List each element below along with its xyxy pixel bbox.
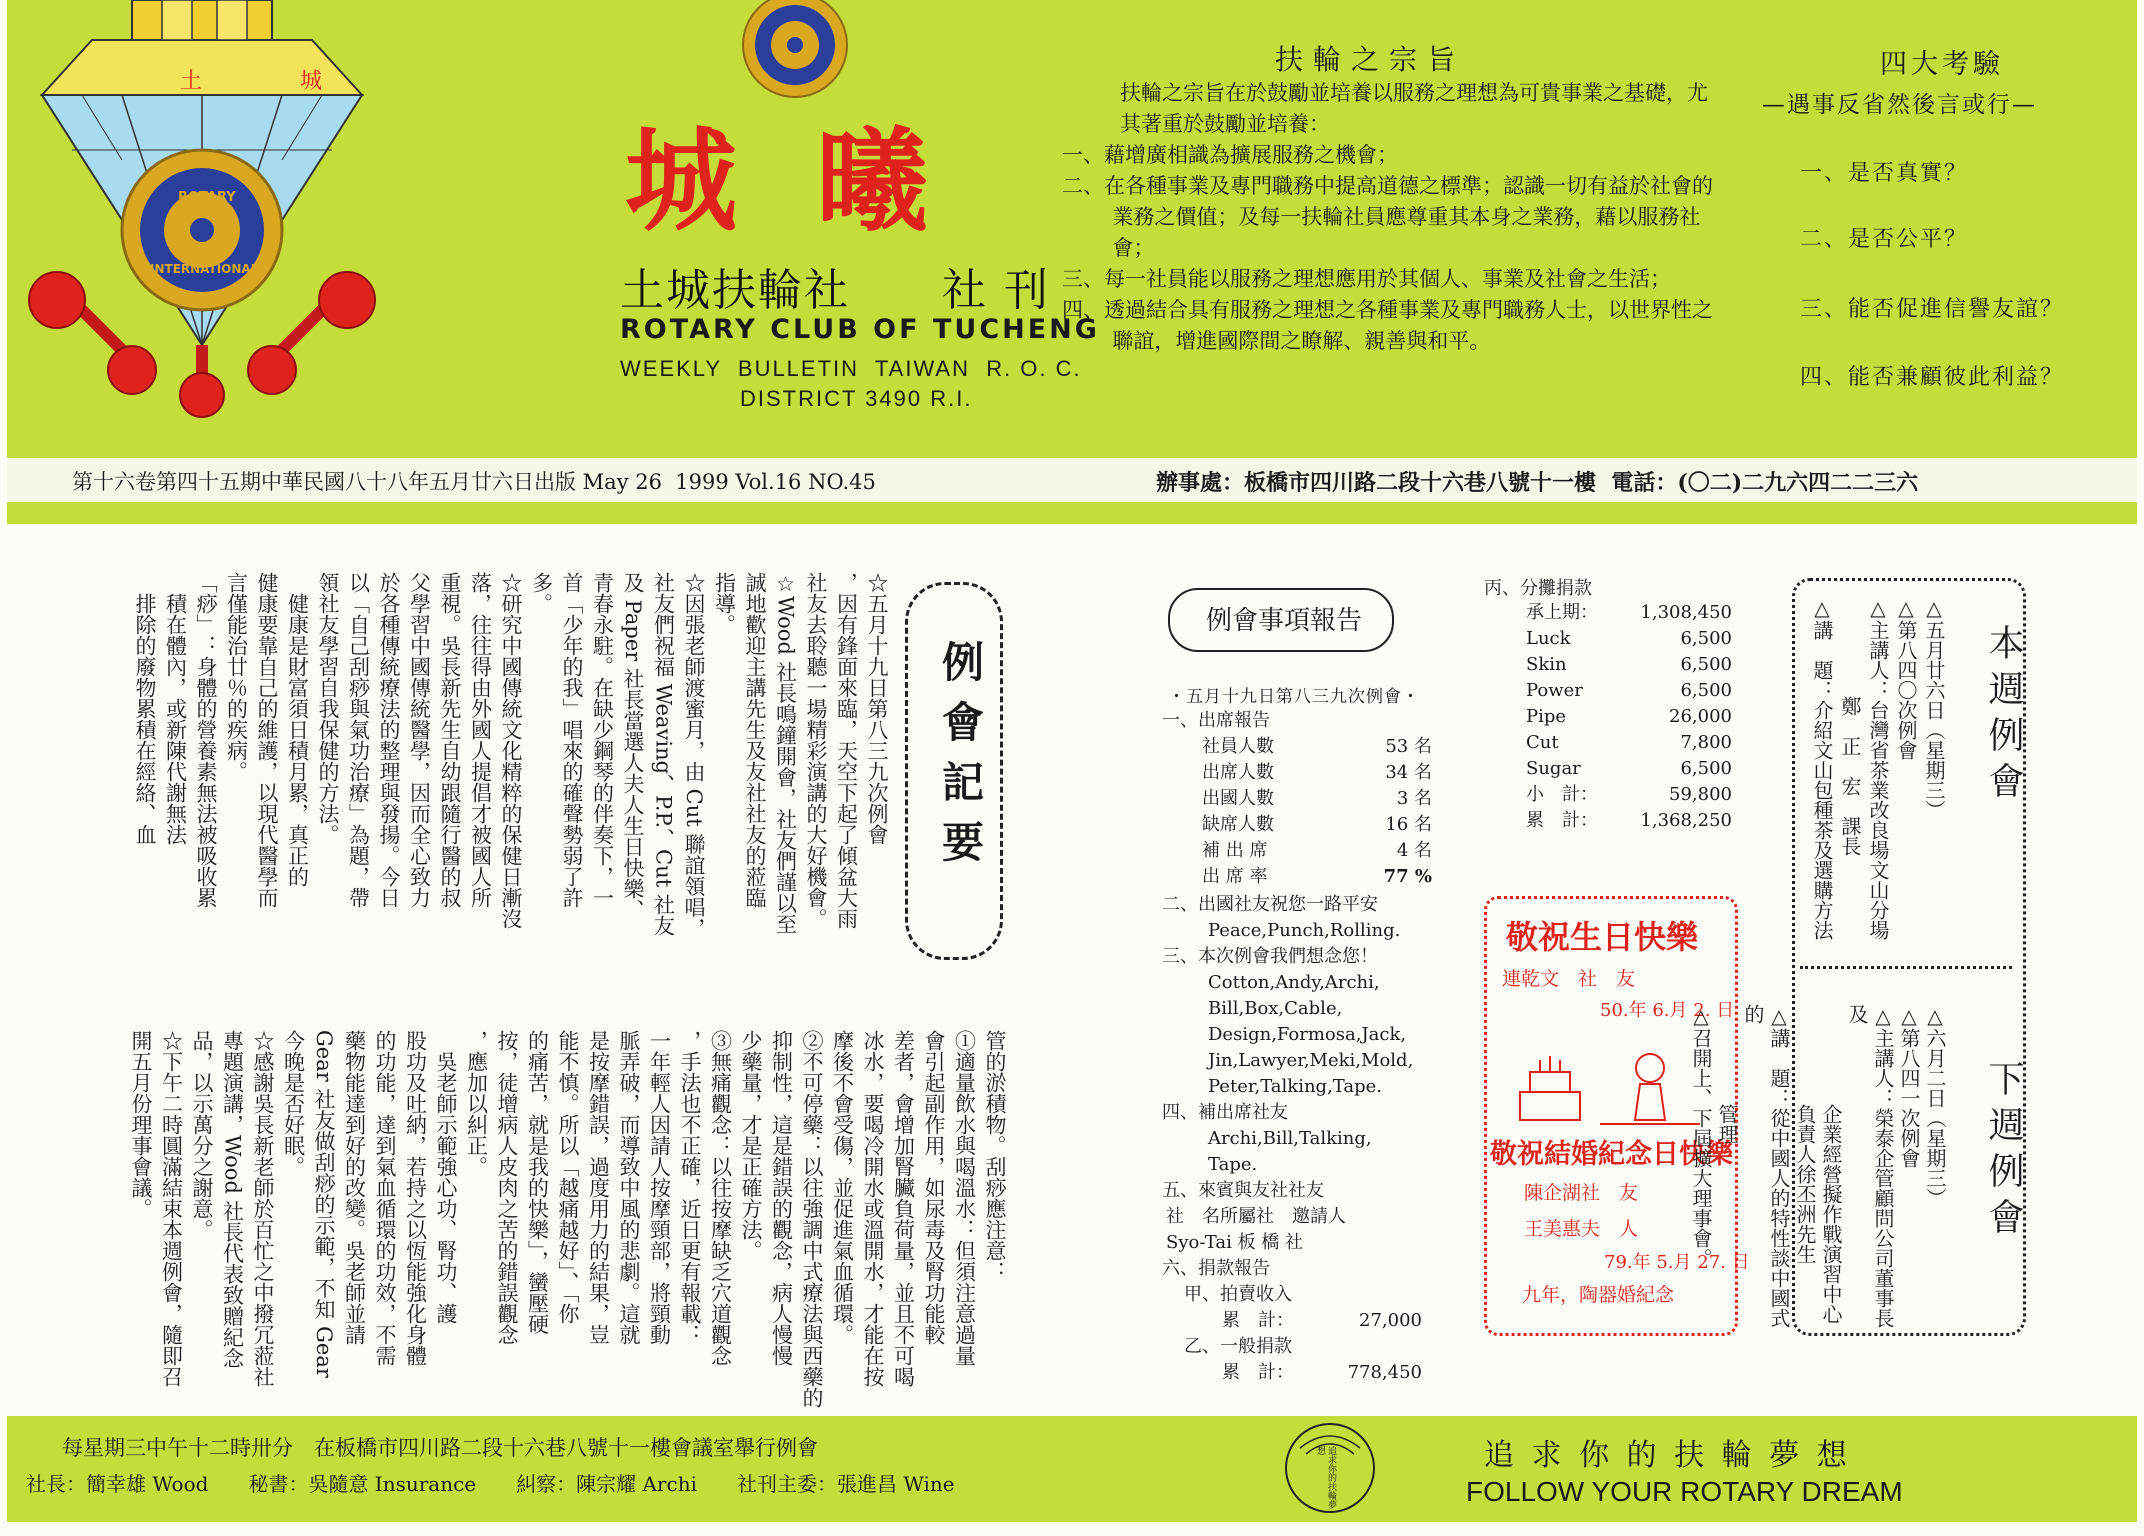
minutes-line: 開五月份理事會議。 [129,1030,153,1219]
four-way-item-4: 四、能否兼顧彼此利益？ [1800,365,2065,390]
attendance-label: 出 席 率 [1202,866,1268,887]
attendance-label: 缺席人數 [1202,814,1274,835]
this-week-item: △主講人：台灣省茶業改良場文山分場 [1866,596,1890,940]
donation-label: Pipe [1526,706,1567,727]
objects-item-2: 二、在各種事業及專門職務中提高道德之標準；認識一切有益於社會的業務之價值；及每一扶輪社員應尊重其本身之業務，藉以服務社會； [1062,174,1713,260]
next-week-item: △第八四一次例會 [1897,1004,1921,1168]
report-sec6: 六、捐款報告 [1162,1258,1270,1279]
report-title: 例會事項報告 [1206,606,1363,636]
minutes-line: 及 Paper 社長當選人夫人生日快樂、 [621,572,645,920]
minutes-line: 指導。 [712,572,737,635]
donation-value: 1,368,250 [1640,810,1732,831]
slogan-en: FOLLOW YOUR ROTARY DREAM [1466,1476,1903,1507]
minutes-title: 例會記要 [936,640,985,880]
attendance-value: 34 名 [1385,762,1432,783]
report-sec4: 四、補出席社友 [1162,1102,1288,1123]
attendance-row [1202,812,1432,838]
objects-intro: 扶輪之宗旨在於鼓勵並培養以服務之理想為可貴事業之基礎，尤其著重於鼓勵並培養： [1120,81,1708,136]
donation-value: 7,800 [1680,732,1732,753]
donation-row [1526,808,1732,834]
this-week-item: △第八四〇次例會 [1894,596,1918,760]
attendance-row [1202,838,1432,864]
minutes-line: 按，徒增病人皮肉之苦的錯誤觀念 [495,1030,519,1345]
minutes-line: 的功能，達到氣血循環的功效，不需 [373,1030,397,1366]
general-total-row [1162,1360,1422,1386]
minutes-line: ③無痛觀念：以往按摩缺乏穴道觀念 [708,1030,733,1366]
minutes-line: Gear 社友做刮痧的示範，不知 Gear [312,1030,336,1378]
minutes-line: 言僅能治廿％的疾病。 [224,572,249,782]
info-bar-under [7,502,2137,524]
bulletin-en: WEEKLY BULLETIN TAIWAN R. O. C. [620,356,1082,381]
four-way-item-2: 二、是否公平？ [1800,227,1969,252]
report-sec5-header: 社 名所屬社 邀請人 [1166,1206,1346,1227]
donation-value: 1,308,450 [1640,602,1732,623]
minutes-line: 的痛苦，就是我的快樂」，蠻壓硬 [525,1030,550,1335]
report-meeting: ・五月十九日第八三九次例會・ [1168,687,1420,707]
four-way-item-3: 三、能否促進信譽友誼？ [1800,297,2065,322]
minutes-line: 今晚是否好眠。 [281,1030,306,1177]
objects-body [1062,78,1722,357]
slogan-zh: 追 求 你 的 扶 輪 夢 想 [1484,1438,1851,1473]
donation-label: 承上期： [1526,602,1598,623]
emblem-label-1: 土 [180,69,203,94]
donation-label: Luck [1526,628,1571,649]
objects-title: 扶輪之宗旨 [1275,43,1466,76]
birthday-title: 敬祝生日快樂 [1506,918,1699,956]
donation-label: 累 計： [1526,810,1598,831]
minutes-line: 吳老師示範強心功、腎功、護 [434,1030,458,1324]
report-sec6b: 乙、一般捐款 [1184,1336,1292,1357]
next-week-item: 負責人徐丕洲先生 [1793,1004,1817,1264]
minutes-line: 領社友學習自我保健的方法。 [316,572,340,845]
report-sec3-names: Peter,Talking,Tape. [1208,1076,1383,1097]
minutes-line: ☆下午二時圓滿結束本週例會，隨即召 [159,1030,184,1387]
minutes-line: 健康要靠自己的維護，以現代醫學而 [255,572,279,908]
next-week-item: △主講人：榮泰企管顧問公司董事長及 [1845,1004,1895,1328]
minutes-line: 社友去聆聽一場精彩演講的大好機會。 [804,572,828,929]
next-week-item: △召開上、下屆擴大理事會。 [1689,1004,1713,1268]
masthead-title: 城 曦 [625,116,948,247]
report-sec1: 一、出席報告 [1162,710,1270,731]
minutes-line: 專題演講，Wood 社長代表致贈紀念 [220,1030,245,1369]
four-way-item-1: 一、是否真實？ [1800,161,1969,186]
general-total-label: 累 計： [1222,1362,1294,1383]
minutes-line: 重視。吳長新先生自幼跟隨行醫的叔 [438,572,462,908]
minutes-line: 以「自己刮痧與氣功治療」為題，帶 [346,572,371,908]
minutes-line: 「痧」：身體的營養素無法被吸收累 [194,572,218,908]
next-week-item: △六月二日（星期三） [1923,1004,1947,1208]
minutes-line: ①適量飲水與喝溫水：但須注意過量 [952,1030,977,1366]
minutes-line: 脈弄破，而導致中風的悲劇。這就 [617,1030,641,1345]
donation-row [1526,652,1732,678]
minutes-line: ，應加以糾正。 [464,1030,489,1177]
cake-icon [1500,1032,1710,1132]
attendance-label: 出席人數 [1202,762,1274,783]
report-sec3-names: Bill,Box,Cable, [1208,998,1343,1019]
next-week-item: △講 題：從中國人的特性談中國式的 [1741,1004,1791,1328]
footer-meeting: 每星期三中午十二時卅分 在板橋市四川路二段十六巷八號十一樓會議室舉行例會 [62,1436,818,1460]
minutes-line: 是按摩錯誤，過度用力的結果，豈 [586,1030,611,1345]
attendance-value: 77 % [1383,866,1432,887]
minutes-line: 差者，會增加腎臟負荷量，並且不可喝 [891,1030,916,1387]
this-week-item: △講 題：介紹文山包種茶及選購方法 [1810,596,1834,940]
minutes-line: 落，往往得由外國人提倡才被國人所 [468,572,493,908]
minutes-line: 品，以示萬分之謝意。 [190,1030,214,1240]
donation-label: Power [1526,680,1583,701]
minutes-line: ☆因張老師渡蜜月，由 Cut 聯誼領唱， [682,572,706,939]
attendance-label: 補 出 席 [1202,840,1268,861]
attendance-row [1202,786,1432,812]
this-week-item: △五月廿六日（星期三） [1922,596,1946,820]
report-sec2: 二、出國社友祝您一路平安 [1162,894,1378,915]
donation-row [1526,626,1732,652]
donation-row [1526,730,1732,756]
report-sec3-names: Design,Formosa,Jack, [1208,1024,1407,1045]
minutes-line: 青春永駐。在缺少鋼琴的伴奏下，一 [590,572,615,908]
birthday-date: 50.年 6.月 2. 日 [1600,1000,1735,1021]
attendance-value: 4 名 [1396,840,1432,861]
minutes-line: 能不慎。所以「越痛越好」、「你 [556,1030,580,1324]
auction-total-row [1162,1308,1422,1334]
minutes-line: 健康是財富須日積月累，真正的 [285,572,310,887]
report-sec4-names: Archi,Bill,Talking, [1208,1128,1372,1149]
minutes-line: 於各種傳統療法的整理與發揚。今日 [377,572,401,908]
minutes-line: ，因有鋒面來臨，天空下起了傾盆大雨 [834,572,859,929]
donation-label: Skin [1526,654,1567,675]
report-sec6a: 甲、拍賣收入 [1184,1284,1292,1305]
next-week-title: 下週例會 [1983,1060,2024,1244]
donation-value: 6,500 [1680,758,1732,779]
donation-row [1526,756,1732,782]
attendance-value: 3 名 [1396,788,1432,809]
minutes-line: ☆感謝吳長新老師於百忙之中撥冗蒞社 [251,1030,275,1387]
minutes-lower [126,1030,1011,1422]
donation-row [1526,704,1732,730]
minutes-line: ，手法也不正確，近日更有報載： [678,1030,702,1345]
diamond-emblem [12,0,392,420]
objects-item-1: 一、藉增廣相識為擴展服務之機會； [1062,143,1398,167]
donation-value: 6,500 [1680,654,1732,675]
minutes-line: 積在體內，或新陳代謝無法 [163,572,188,845]
minutes-line: ☆研究中國傳統文化精粹的保健日漸沒 [499,572,523,929]
report-sec3-names: Jin,Lawyer,Meki,Mold, [1208,1050,1414,1071]
wedding-date: 79.年 5.月 27. 日 [1604,1252,1750,1273]
minutes-line: 一年輕人因請人按摩頸部，將頸動 [647,1030,672,1345]
report-body-2 [1162,892,1482,1386]
attendance-value: 16 名 [1385,814,1432,835]
office-info: 辦事處：板橋市四川路二段十六巷八號十一樓 電話：(〇二)二九六四二二三六 [1156,470,1919,496]
donation-row [1526,678,1732,704]
emblem-label-2: 城 [300,69,323,94]
minutes-line: 股功及吐納，若持之以恆能強化身體 [403,1030,428,1366]
report-sec5-row: Syo-Tai 板 橋 社 [1166,1232,1304,1253]
report-sec5: 五、來賓與友社社友 [1162,1180,1324,1201]
minutes-line: 誠地歡迎主講先生及友社社友的蒞臨 [743,572,767,908]
next-week-item: 企業經營擬作戰演習中心 [1819,1004,1843,1324]
report-sec2-names: Peace,Punch,Rolling. [1208,920,1401,941]
minutes-line: 抑制性，這是錯誤的觀念，病人慢慢 [769,1030,794,1366]
auction-total-value: 27,000 [1359,1310,1422,1331]
minutes-line: 父學習中國傳統醫學，因而全心致力 [407,572,432,908]
footer-officers: 社長：簡幸雄 Wood 秘書：吳隨意 Insurance 糾察：陳宗耀 Archi 社刊主委：張進昌 Wine [26,1472,955,1496]
wedding-name-2: 王美惠夫 人 [1524,1218,1639,1240]
wheel-text-top: ROTARY [178,190,236,205]
dream-seal-text: 追求你的扶輪夢想 [1315,1446,1336,1509]
donations-table [1526,600,1732,834]
attendance-label: 出國人數 [1202,788,1274,809]
next-week-items [1688,1004,1948,1330]
general-total-value: 778,450 [1347,1362,1422,1383]
district-en: DISTRICT 3490 R.I. [740,386,973,411]
donation-value: 26,000 [1669,706,1732,727]
attendance-row [1202,734,1432,760]
next-week-item: 管理 [1715,1004,1739,1144]
minutes-line: ☆五月十九日第八三九次例會 [865,572,889,845]
donation-row [1526,782,1732,808]
report-sec3: 三、本次例會我們想念您！ [1162,946,1378,967]
donation-value: 59,800 [1669,784,1732,805]
minutes-line: 藥物能達到好的改變。吳老師並請 [342,1030,367,1345]
four-way-subtitle: —遇事反省然後言或行— [1762,92,2037,118]
this-week-title: 本週例會 [1983,624,2024,808]
minutes-line: 管的淤積物。刮痧應注意： [983,1030,1007,1282]
minutes-line: 摩後不會受傷，並促進氣血循環。 [830,1030,855,1345]
minutes-line: 社友們祝福 Weaving、P.P.、Cut 社友 [651,572,676,936]
donation-value: 6,500 [1680,628,1732,649]
report-body [1162,708,1482,734]
minutes-line: 首「少年的我」唱來的確聲勢弱了許 [560,572,584,908]
attendance-value: 53 名 [1385,736,1432,757]
attendance-row [1202,760,1432,786]
masthead-subtitle: 土城扶輪社 社 刊 [620,265,1050,316]
donation-label: 小 計： [1526,784,1598,805]
wedding-title: 敬祝結婚紀念日快樂 [1490,1139,1733,1170]
minutes-line: 多。 [529,572,554,614]
report-sec4-names: Tape. [1208,1154,1258,1175]
wedding-note: 九年，陶器婚紀念 [1522,1284,1675,1306]
minutes-upper [130,572,893,962]
club-name-en: ROTARY CLUB OF TUCHENG [620,314,1100,345]
minutes-line: 排除的廢物累積在經絡、血 [133,572,157,845]
issue-info: 第十六卷第四十五期中華民國八十八年五月廿六日出版 May 26 1999 Vol.16 NO.45 [72,470,876,494]
four-way-title: 四大考驗 [1880,49,2004,80]
objects-item-3: 三、每一社員能以服務之理想應用於其個人、事業及社會之生活； [1062,267,1671,291]
rotary-wheel-icon [735,0,855,105]
birthday-name: 連乾文 社 友 [1502,968,1636,990]
donation-label: Sugar [1526,758,1581,779]
wheel-text-bottom: INTERNATIONAL [150,262,259,276]
minutes-line: 冰水，要喝冷開水或溫開水，才能在按 [861,1030,885,1387]
donation-label: Cut [1526,732,1559,753]
minutes-line: ②不可停藥：以往強調中式療法與西藥的 [800,1030,824,1408]
this-week-item: 鄭 正 宏 課長 [1838,596,1862,856]
wedding-name-1: 陳企湖社 友 [1524,1182,1639,1204]
auction-total-label: 累 計： [1222,1310,1294,1331]
minutes-line: 會引起副作用，如尿毒及腎功能較 [922,1030,946,1345]
objects-item-4: 四、透過結合具有服務之理想之各種事業及專門職務人士，以世界性之聯誼，增進國際間之瞭解、親善與和平。 [1062,298,1713,353]
donation-value: 6,500 [1680,680,1732,701]
minutes-line: ☆Wood 社長鳴鐘開會，社友們謹以至 [773,572,798,935]
donation-row [1526,600,1732,626]
report-sec3-names: Cotton,Andy,Archi, [1208,972,1380,993]
minutes-line: 少藥量，才是正確方法。 [739,1030,763,1261]
donations-title: 丙、分攤捐款 [1484,578,1592,599]
attendance-row [1202,864,1432,890]
attendance-label: 社員人數 [1202,736,1274,757]
attendance-table [1202,734,1432,890]
this-week-items [1808,596,1948,968]
